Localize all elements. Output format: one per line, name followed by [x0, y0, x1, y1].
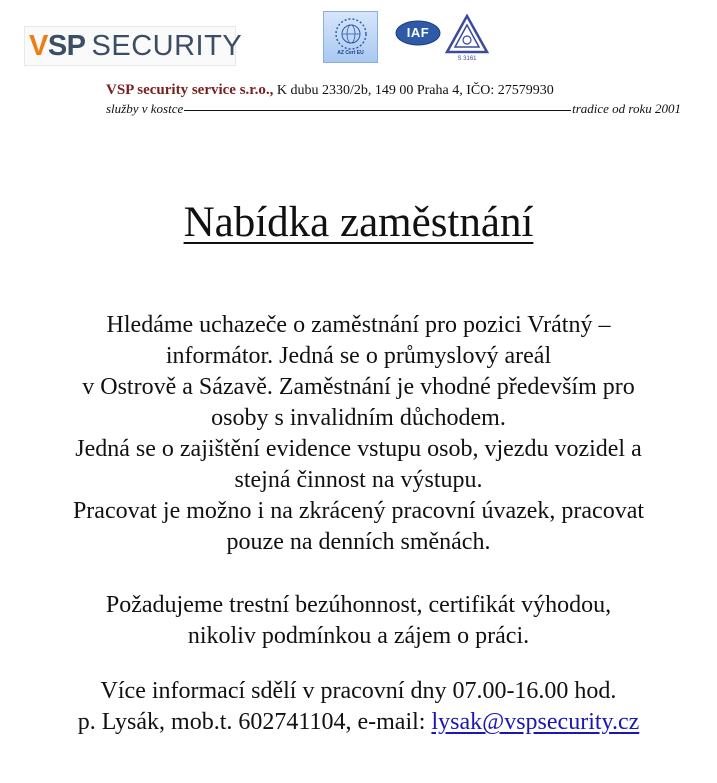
job-description-line: Pracovat je možno i na zkrácený pracovní úvazek, pracovat [72, 498, 645, 524]
tagline-row [106, 101, 681, 117]
iaf-badge [395, 20, 441, 46]
job-description-line: stejná činnost na výstupu. [234, 467, 483, 493]
requirements-line: nikoliv podmínkou a zájem o práci. [187, 623, 530, 649]
contact-paragraph [20, 676, 697, 738]
vsp-logo-mark: V SP [29, 29, 86, 62]
requirements-line: Požadujeme trestní bezúhonnost, certifikát výhodou, [105, 592, 612, 618]
cert-globe-icon [324, 12, 379, 64]
tagline-divider [184, 110, 571, 111]
email-link[interactable]: lysak@vspsecurity.cz [431, 709, 640, 735]
tagline-left: služby v kostce [106, 101, 184, 116]
contact-person: p. Lysák, mob.t. 602741104, e-mail: [77, 709, 432, 735]
iaf-label: IAF [406, 25, 430, 40]
company-name: VSP security service s.r.o., [106, 82, 274, 98]
company-address: K dubu 2330/2b, 149 00 Praha 4, IČO: 27579930 [273, 83, 554, 98]
requirements-paragraph [20, 590, 697, 652]
logo-security-word: SECURITY [91, 29, 243, 62]
job-description-paragraph [20, 310, 697, 558]
triangle-mark-number: S 3161 [457, 56, 477, 62]
company-info-line [106, 82, 554, 99]
job-description-line: Hledáme uchazeče o zaměstnání pro pozici Vrátný – [106, 312, 611, 338]
job-description-line: informátor. Jedná se o průmyslový areál [165, 343, 552, 369]
cert-badge-label: AZ Cert EU [337, 50, 364, 56]
page-title [0, 199, 717, 246]
job-description-line: osoby s invalidním důchodem. [211, 405, 506, 431]
tagline-right: tradice od roku 2001 [572, 101, 681, 116]
contact-hours: Více informací sdělí v pracovní dny 07.00-16.00 hod. [100, 678, 617, 704]
job-description-line: Jedná se o zajištění evidence vstupu osob, vjezdu vozidel a [75, 436, 642, 462]
triangle-certification-mark [445, 14, 489, 62]
page-title-text: Nabídka zaměstnání [183, 199, 534, 246]
job-description-line: pouze na denních směnách. [226, 529, 491, 555]
vsp-security-logo [24, 26, 243, 66]
az-cert-badge [323, 11, 378, 63]
triangle-icon [445, 14, 489, 56]
job-description-line: v Ostrově a Sázavě. Zaměstnání je vhodné především pro [82, 374, 635, 400]
